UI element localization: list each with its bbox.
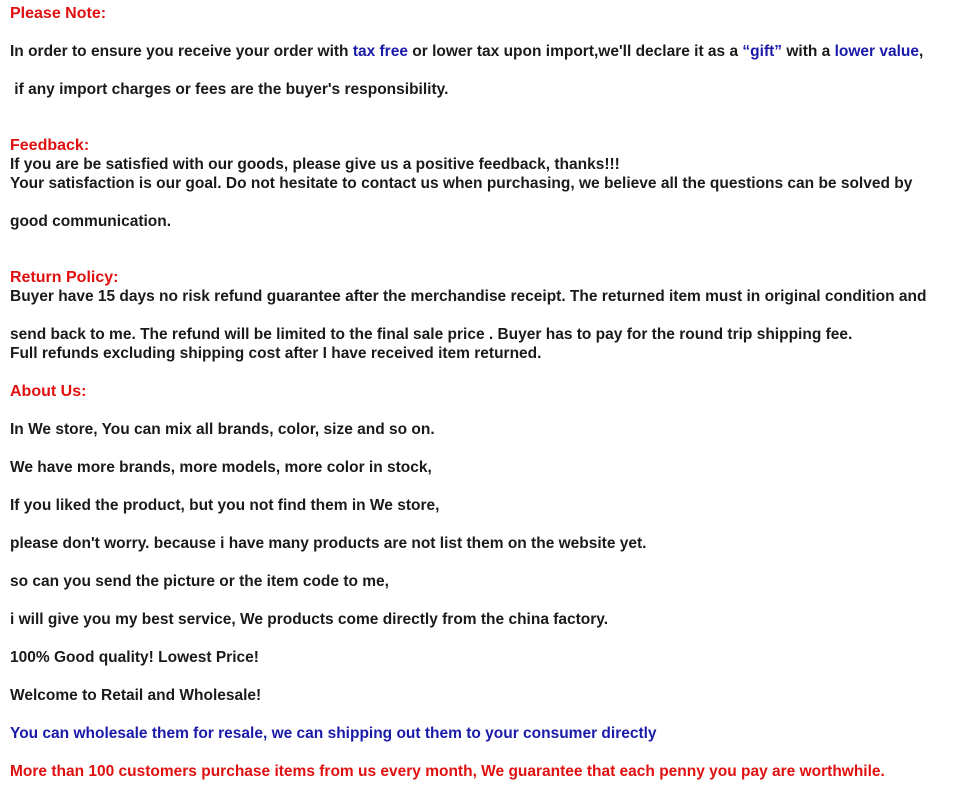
feedback-line-1: If you are be satisfied with our goods, please give us a positive feedback, thanks!!! xyxy=(10,156,620,173)
tax-free-highlight: tax free xyxy=(352,43,408,60)
about-us-line: In We store, You can mix all brands, color, size and so on. xyxy=(10,421,435,438)
feedback-line-3: good communication. xyxy=(10,213,172,230)
lower-value-highlight: lower value xyxy=(834,43,920,60)
gift-highlight: “gift” xyxy=(742,43,783,60)
about-us-line: We have more brands, more models, more color in stock, xyxy=(10,459,432,476)
about-us-line: If you liked the product, but you not find them in We store, xyxy=(10,497,440,514)
please-note-text-4: , xyxy=(919,43,924,60)
return-policy-line-3: Full refunds excluding shipping cost after I have received item returned. xyxy=(10,345,542,362)
return-policy-line-1: Buyer have 15 days no risk refund guarantee after the merchandise receipt. The returned item must in original condition and xyxy=(10,288,927,305)
please-note-text-2: or lower tax upon import,we'll declare it as a xyxy=(407,43,743,60)
return-policy-line-2: send back to me. The refund will be limited to the final sale price . Buyer has to pay for the round trip shipping fee. xyxy=(10,326,853,343)
about-us-line: please don't worry. because i have many products are not list them on the website yet. xyxy=(10,535,647,552)
about-us-line: i will give you my best service, We products come directly from the china factory. xyxy=(10,611,609,628)
return-policy-heading: Return Policy: xyxy=(10,269,119,286)
about-us-heading: About Us: xyxy=(10,383,87,400)
about-us-line: Welcome to Retail and Wholesale! xyxy=(10,687,262,704)
about-us-line: so can you send the picture or the item code to me, xyxy=(10,573,389,590)
please-note-heading: Please Note: xyxy=(10,5,107,22)
please-note-line-2: if any import charges or fees are the buyer's responsibility. xyxy=(10,81,449,98)
guarantee-line: More than 100 customers purchase items from us every month, We guarantee that each penny you pay are worthwhile. xyxy=(10,763,885,780)
please-note-text-3: with a xyxy=(782,43,835,60)
please-note-line-1 xyxy=(10,42,923,61)
feedback-heading: Feedback: xyxy=(10,137,90,154)
about-us-line: 100% Good quality! Lowest Price! xyxy=(10,649,259,666)
feedback-line-2: Your satisfaction is our goal. Do not hesitate to contact us when purchasing, we believe all the questions can be solved by xyxy=(10,175,913,192)
please-note-text-1: In order to ensure you receive your order with xyxy=(10,43,353,60)
wholesale-line: You can wholesale them for resale, we can shipping out them to your consumer directly xyxy=(10,725,657,742)
